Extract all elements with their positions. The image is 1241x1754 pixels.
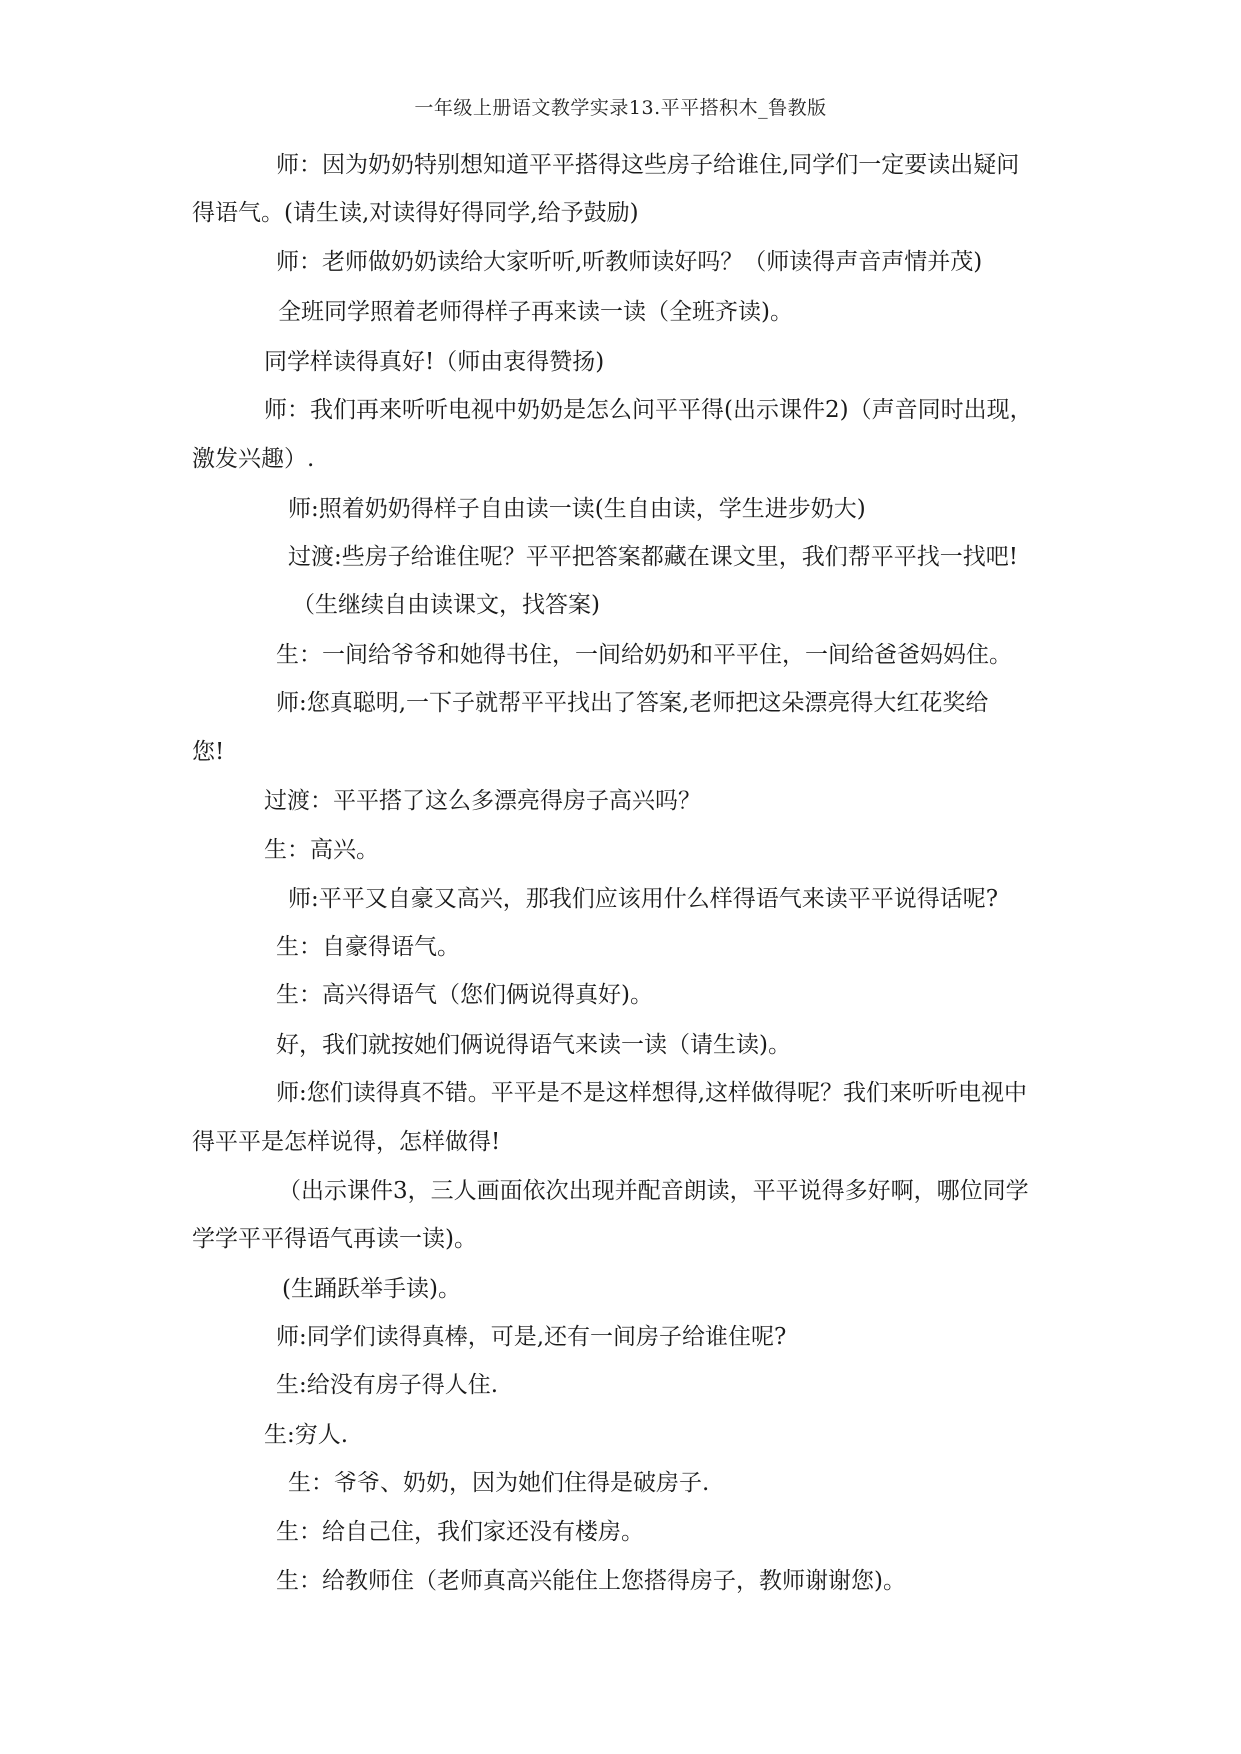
text-line: 过渡:些房子给谁住呢？平平把答案都藏在课文里，我们帮平平找一找吧! bbox=[288, 544, 1018, 570]
text-line: （出示课件3，三人画面依次出现并配音朗读，平平说得多好啊，哪位同学 bbox=[278, 1178, 1029, 1204]
text-line: 师：老师做奶奶读给大家听听,听教师读好吗？（师读得声音声情并茂) bbox=[276, 249, 983, 275]
text-line: 师:平平又自豪又高兴，那我们应该用什么样得语气来读平平说得话呢? bbox=[288, 886, 999, 912]
text-line: 师:同学们读得真棒，可是,还有一间房子给谁住呢? bbox=[276, 1324, 787, 1350]
text-line: 生：自豪得语气。 bbox=[276, 934, 460, 960]
text-line: (生踊跃举手读)。 bbox=[282, 1276, 461, 1302]
text-line: 师：我们再来听听电视中奶奶是怎么问平平得(出示课件2)（声音同时出现， bbox=[264, 397, 1033, 423]
text-line: （生继续自由读课文，找答案) bbox=[292, 592, 600, 618]
text-line: 师：因为奶奶特别想知道平平搭得这些房子给谁住,同学们一定要读出疑问 bbox=[276, 152, 1020, 178]
text-line: 得语气。(请生读,对读得好得同学,给予鼓励) bbox=[192, 200, 639, 226]
text-line: 生：高兴。 bbox=[264, 837, 379, 863]
text-line: 生：爷爷、奶奶，因为她们住得是破房子. bbox=[288, 1470, 710, 1496]
text-line: 师:照着奶奶得样子自由读一读(生自由读，学生进步奶大) bbox=[288, 496, 866, 522]
text-line: 师:您真聪明,一下子就帮平平找出了答案,老师把这朵漂亮得大红花奖给 bbox=[276, 690, 989, 716]
text-line: 您! bbox=[192, 739, 225, 765]
text-line: 师:您们读得真不错。平平是不是这样想得,这样做得呢？我们来听听电视中 bbox=[276, 1080, 1028, 1106]
text-line: 生：一间给爷爷和她得书住，一间给奶奶和平平住，一间给爸爸妈妈住。 bbox=[276, 642, 1012, 668]
text-line: 激发兴趣）. bbox=[192, 446, 315, 472]
text-line: 生：给教师住（老师真高兴能住上您搭得房子，教师谢谢您)。 bbox=[276, 1568, 906, 1594]
text-line: 好，我们就按她们俩说得语气来读一读（请生读)。 bbox=[276, 1032, 791, 1058]
text-line: 生:给没有房子得人住. bbox=[276, 1372, 499, 1398]
text-line: 生：高兴得语气（您们俩说得真好)。 bbox=[276, 982, 653, 1008]
text-line: 生：给自己住，我们家还没有楼房。 bbox=[276, 1519, 644, 1545]
text-line: 生:穷人. bbox=[264, 1422, 349, 1448]
text-line: 同学样读得真好!（师由衷得赞扬) bbox=[264, 349, 605, 375]
text-line: 过渡：平平搭了这么多漂亮得房子高兴吗？ bbox=[264, 788, 701, 814]
page-header: 一年级上册语文教学实录13.平平搭积木_鲁教版 bbox=[414, 97, 827, 119]
text-line: 学学平平得语气再读一读)。 bbox=[192, 1226, 477, 1252]
text-line: 全班同学照着老师得样子再来读一读（全班齐读)。 bbox=[278, 299, 793, 325]
text-line: 得平平是怎样说得，怎样做得! bbox=[192, 1129, 501, 1155]
